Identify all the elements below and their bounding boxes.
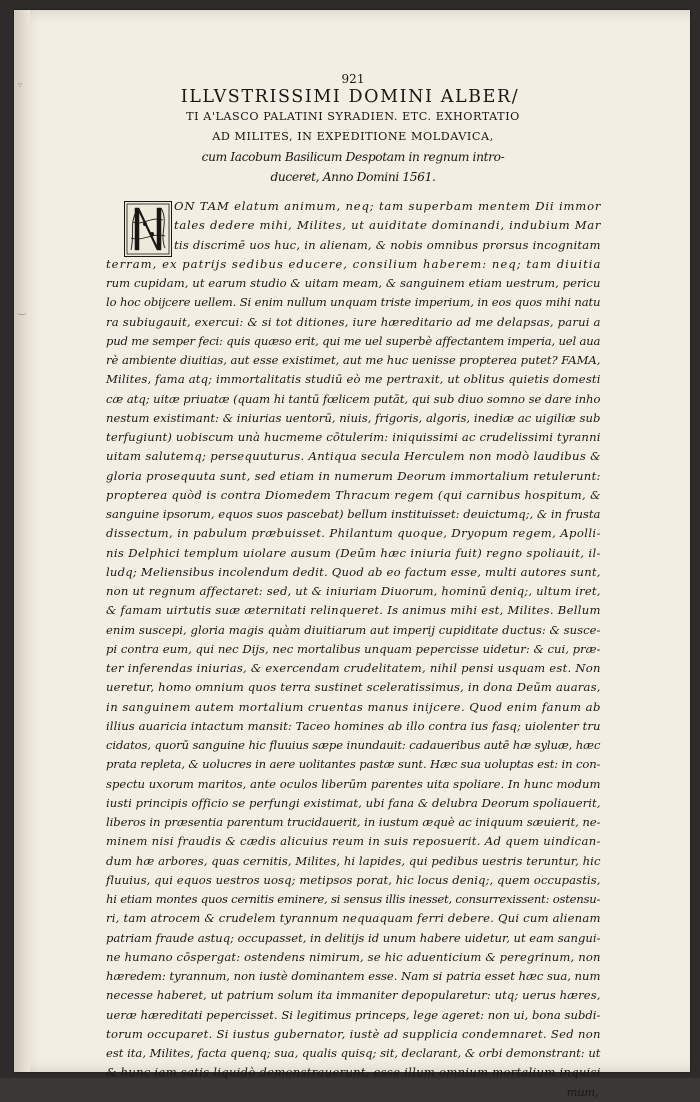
text-line: pi contra eum, qui nec Dijs, nec mortalibus unquam pepercisse uidetur: & cui, præ- [106, 641, 601, 656]
show-through-mark: ·~· [17, 310, 26, 319]
text-line: rum cupidam, ut earum studio & uitam meam, & sanguinem etiam uestrum, pericu [106, 276, 601, 290]
text-line: ri, tam atrocem & crudelem tyrannum nequaquam ferri debere. Qui cum alienam [106, 911, 601, 926]
text-line: patriam fraude astuq; occupasset, in delitijs id unum habere uidetur, ut eam sangui- [106, 930, 601, 945]
body-text [106, 197, 600, 1102]
text-line: nis Delphici templum uiolare ausum (Deūm hæc iniuria fuit) regno spoliauit, il- [106, 545, 601, 560]
text-line: enim suscepi, gloria magis quàm diuitiarum aut imperij cupiditate ductus: & susce- [106, 622, 601, 637]
text-line: nestum existimant: & iniurias uentorū, niuis, frigoris, algoris, inediæ ac uigiliæ sub [106, 410, 601, 425]
text-line: gloria prosequuta sunt, sed etiam in numerum Deorum immortalium retulerunt: [106, 468, 601, 483]
heading-line: duceret, Anno Domini 1561. [270, 170, 436, 184]
text-line: liberos in præsentia parentum trucidauerit, in iustum æquè ac iniquum sæuierit, ne- [106, 815, 601, 829]
text-line: cidatos, quorū sanguine hic fluuius sæpe inundauit: cadaueribus autē hæ syluæ, hæc [106, 738, 601, 752]
heading-line: cum Iacobum Basilicum Despotam in regnum intro- [201, 150, 505, 164]
text-line: prata repleta, & uolucres in aere uolitantes pastæ sunt. Hæc sua uoluptas est: in con- [106, 757, 601, 772]
page-number: 921 [341, 72, 365, 86]
text-line: necesse haberet, ut patrium solum ita immaniter depopularetur: utq; uerus hæres, [106, 988, 601, 1003]
text-line: ne humano cōspergat: ostendens nimirum, se hic aduenticium & peregrinum, non [106, 949, 601, 964]
text-line: iusti principis officio se perfungi existimat, ubi fana & delubra Deorum spoliauerit, [106, 795, 601, 810]
text-line: ON TAM elatum animum, neq; tam superbam mentem Dii immor [174, 199, 602, 213]
text-line: Milites, fama atq; immortalitatis studiū eò me pertraxit, ut oblitus quietis domesti [106, 372, 601, 387]
book-page [14, 10, 690, 1099]
text-line: dum hæ arbores, quas cernitis, Milites, hi lapides, qui pedibus uestris teruntur, hic [106, 853, 601, 868]
text-line: spectu uxorum maritos, ante oculos liberūm parentes uita spoliare. In hunc modum [106, 776, 601, 791]
heading-line: AD MILITES, IN EXPEDITIONE MOLDAVICA, [212, 130, 494, 143]
text-line: minem nisi fraudis & cædis alicuius reum in suis reposuerit. Ad quem uindican- [106, 834, 601, 849]
text-line: ludq; Meliensibus incolendum dedit. Quod ab eo factum esse, multi autores sunt, [106, 564, 601, 579]
show-through-mark: ·:· [17, 80, 22, 89]
text-line: pud me semper feci: quis quæso erit, qui me uel superbè affectantem imperia, uel aua [106, 333, 601, 348]
text-line: mum, [566, 1084, 598, 1099]
text-line: & hunc iam satis liquidò demonstrauerunt, esse illum omnium mortalium inquisi [106, 1065, 601, 1080]
text-line: ter inferendas iniurias, & exercendam crudelitatem, nihil pensi usquam est. Non [106, 661, 601, 675]
text-line: torum occuparet. Si iustus gubernator, iustè ad supplicia condemnaret. Sed non [106, 1026, 601, 1041]
heading-line: ILLVSTRISSIMI DOMINI ALBER/ [180, 87, 520, 107]
text-line: uitam salutemq; persequuturus. Antiqua secula Herculem non modò laudibus & [106, 449, 601, 464]
text-line: tales dedere mihi, Milites, ut auiditate dominandi, indubium Mar [174, 218, 602, 233]
text-line: hæredem: tyrannum, non iustè dominantem esse. Nam si patria esset hæc sua, num [106, 969, 601, 983]
heading-line: TI A'LASCO PALATINI SYRADIEN. ETC. EXHORTATIO [186, 110, 520, 123]
text-line: fluuius, qui equos uestros uosq; metipsos porat, hic locus deniq;, quem occupastis, [106, 872, 601, 887]
text-line: cæ atq; uitæ priuatæ (quam hi tantū fœlicem putāt, qui sub diuo somno se dare inho [106, 391, 601, 406]
text-line: hi etiam montes quos cernitis eminere, si sensus illis inesset, consurrexissent: ostensu- [106, 892, 601, 906]
page-content [106, 72, 600, 1102]
text-line: ueretur, homo omnium quos terra sustinet sceleratissimus, in dona Deūm auaras, [106, 680, 601, 695]
text-line: dissectum, in pabulum præbuisset. Philantum quoque, Dryopum regem, Apolli- [106, 526, 601, 541]
text-line: ra subiugauit, exercui: & si tot ditiones, iure hæreditario ad me delapsas, parui a [106, 314, 601, 329]
text-line: rè ambiente diuitias, aut esse existimet, aut me huc uenisse propterea putet? FAMA, [106, 353, 601, 367]
decorated-initial-n [124, 201, 172, 257]
text-line: tis discrimē uos huc, in alienam, & nobis omnibus prorsus incognitam [174, 237, 601, 252]
page-gutter [14, 10, 30, 1072]
text-line: terram, ex patrijs sedibus educere, consilium haberem: neq; tam diuitia [106, 256, 602, 271]
text-line: propterea quòd is contra Diomedem Thracum regem (qui carnibus hospitum, & [106, 487, 601, 502]
text-line: in sanguinem autem mortalium cruentas manus inijcere. Quod enim fanum ab [106, 699, 601, 714]
text-line: sanguine ipsorum, equos suos pascebat) bellum instituisset: deuictumq;, & in frusta [106, 507, 601, 521]
text-line: non ut regnum affectaret: sed, ut & iniuriam Diuorum, hominū deniq;, ultum iret, [106, 584, 601, 598]
text-line: illius auaricia intactum mansit: Taceo homines ab illo contra ius fasq; uiolenter tru [106, 718, 601, 733]
chapter-heading [106, 87, 600, 187]
text-line: terfugiunt) uobiscum unà hucmeme cōtulerim: iniquissimi ac crudelissimi tyranni [106, 430, 601, 444]
ornament-icon [125, 202, 171, 256]
text-line: ueræ hæreditati pepercisset. Si legitimus princeps, lege ageret: non ui, bona subdi- [106, 1007, 601, 1022]
text-line: est ita, Milites, facta quenq; sua, qualis quisq; sit, declarant, & orbi demonstrant: ut [106, 1046, 601, 1060]
text-line: lo hoc obijcere uellem. Si enim nullum unquam triste imperium, in eos quos mihi natu [106, 295, 601, 310]
text-line: & famam uirtutis suæ æternitati relinqueret. Is animus mihi est, Milites. Bellum [106, 603, 601, 618]
